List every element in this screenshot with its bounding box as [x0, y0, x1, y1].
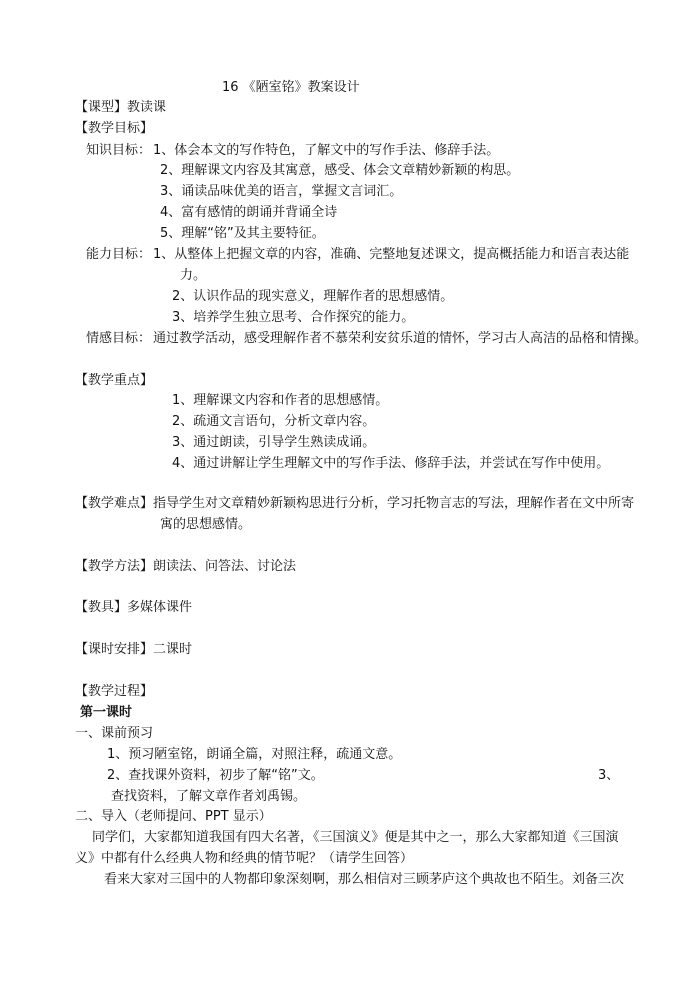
- document-title: 16 《陋室铭》教案设计: [222, 80, 360, 95]
- goals-heading: 【教学目标】: [75, 121, 154, 136]
- teaching-methods: 【教学方法】朗读法、问答法、讨论法: [75, 559, 297, 574]
- preview-item: 2、查找课外资料，初步了解“铭”文。: [107, 768, 324, 783]
- emotion-goal-text: 通过教学活动，感受理解作者不慕荣利安贫乐道的情怀，学习古人高洁的品格和情操。: [153, 331, 648, 346]
- knowledge-goal-item: 3、诵读品味优美的语言，掌握文言词汇。: [160, 184, 403, 199]
- ability-goal-item: 1、从整体上把握文章的内容，准确、完整地复述课文，提高概括能力和语言表达能: [153, 247, 630, 262]
- section-introduction: 二、导入（老师提问、PPT 显示）: [75, 809, 272, 824]
- ability-goal-item: 3、培养学生独立思考、合作探究的能力。: [172, 310, 415, 325]
- ability-goal-item-continued: 力。: [180, 268, 207, 283]
- ability-goal-item: 2、认识作品的现实意义，理解作者的思想感情。: [172, 289, 454, 304]
- process-heading: 【教学过程】: [75, 684, 154, 699]
- knowledge-goal-item: 5、理解“铭”及其主要特征。: [160, 226, 325, 241]
- intro-paragraph: 看来大家对三国中的人物都印象深刻啊，那么相信对三顾茅庐这个典故也不陌生。刘备三次: [104, 872, 625, 887]
- first-lesson-heading: 第一课时: [80, 705, 133, 720]
- intro-paragraph-continued: 义》中都有什么经典人物和经典的情节呢？（请学生回答）: [75, 851, 414, 866]
- key-point-item: 3、通过朗读，引导学生熟读成诵。: [172, 435, 376, 450]
- preview-item-number: 3、: [598, 768, 620, 783]
- lesson-type: 【课型】教读课: [75, 100, 167, 115]
- difficulty-text: 【教学难点】指导学生对文章精妙新颖构思进行分析，学习托物言志的写法，理解作者在文中所寄: [75, 496, 635, 511]
- key-point-item: 4、通过讲解让学生理解文中的写作手法、修辞手法，并尝试在写作中使用。: [172, 456, 610, 471]
- ability-goal-label: 能力目标：: [86, 247, 152, 262]
- knowledge-goal-item: 4、富有感情的朗诵并背诵全诗: [160, 205, 338, 220]
- emotion-goal-label: 情感目标：: [86, 331, 152, 346]
- class-schedule: 【课时安排】二课时: [75, 642, 193, 657]
- key-point-item: 2、疏通文言语句，分析文章内容。: [172, 414, 376, 429]
- difficulty-text-continued: 寓的思想感情。: [160, 517, 252, 532]
- key-point-item: 1、理解课文内容和作者的思想感情。: [172, 393, 389, 408]
- knowledge-goal-item: 2、理解课文内容及其寓意，感受、体会文章精妙新颖的构思。: [160, 163, 520, 178]
- preview-item: 查找资料，了解文章作者刘禹锡。: [111, 789, 307, 804]
- intro-paragraph: 同学们，大家都知道我国有四大名著，《三国演义》便是其中之一，那么大家都知道《三国演: [92, 830, 619, 845]
- section-preview: 一、课前预习: [75, 726, 154, 741]
- teaching-tools: 【教具】多媒体课件: [75, 600, 193, 615]
- preview-item: 1、预习陋室铭，朗诵全篇，对照注释，疏通文意。: [107, 747, 402, 762]
- knowledge-goal-item: 1、体会本文的写作特色，了解文中的写作手法、修辞手法。: [153, 143, 500, 158]
- key-points-heading: 【教学重点】: [75, 373, 154, 388]
- knowledge-goal-label: 知识目标：: [86, 143, 152, 158]
